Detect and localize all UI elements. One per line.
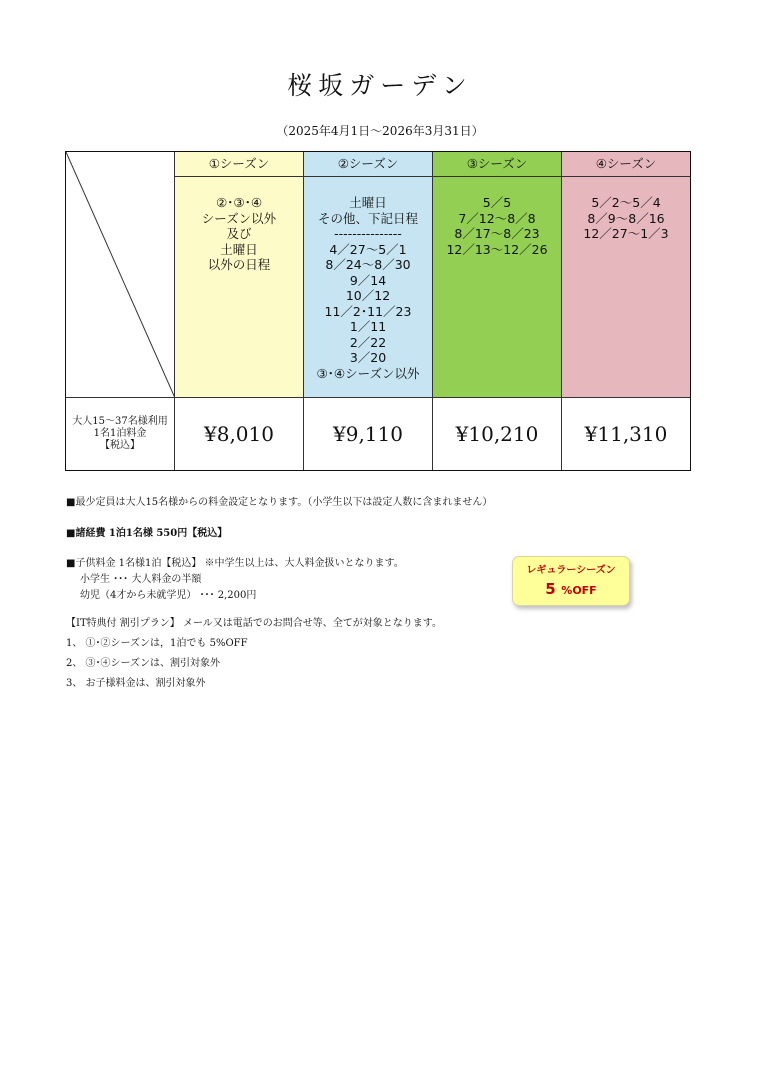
badge-discount — [513, 579, 629, 598]
note-child-fee: ■子供料金 1名様1泊【税込】 ※中学生以上は、大人料金扱いとなります。 — [66, 558, 404, 569]
price-label-line: 大人15～37名様利用 — [72, 416, 168, 427]
date-line: 土曜日 — [220, 241, 258, 257]
diagonal-line — [66, 152, 175, 398]
corner-diagonal-cell — [66, 152, 175, 398]
dates-season-1 — [175, 177, 304, 398]
date-line: 8／24～8／30 — [325, 257, 411, 272]
badge-title: レギュラーシーズン — [526, 565, 616, 576]
date-line: 及び — [226, 226, 252, 241]
date-line: シーズン以外 — [201, 210, 277, 226]
date-line: 3／20 — [349, 350, 387, 365]
page-title: 桜坂ガーデン — [287, 71, 473, 100]
price-label-line: 【税込】 — [100, 440, 140, 451]
period-text: （2025年4月1日～2026年3月31日） — [276, 124, 484, 138]
date-line: 1／11 — [349, 319, 387, 334]
date-divider: --------------- — [334, 226, 402, 241]
date-line: その他、下記日程 — [317, 210, 418, 226]
discount-badge — [512, 556, 630, 606]
note-it-item-1: 1、 ①･②シーズンは，1泊でも 5%OFF — [66, 638, 248, 649]
note-it-item-3: 3、 お子様料金は、割引対象外 — [66, 678, 206, 689]
date-line: ②･③･④ — [215, 195, 263, 210]
dates-season-2 — [304, 177, 433, 398]
note-child-infant: 幼児（4才から未就学児） ･･･ 2,200円 — [80, 590, 257, 601]
header-season-1: ①シーズン — [175, 152, 304, 177]
badge-unit: %OFF — [561, 584, 597, 597]
date-line: 12／13～12／26 — [446, 241, 548, 257]
date-line: 2／22 — [349, 334, 387, 350]
price-season-1: ¥8,010 — [175, 398, 304, 470]
price-season-4: ¥11,310 — [584, 422, 668, 446]
price-season-2: ¥9,110 — [304, 398, 433, 470]
note-it-plan: 【IT特典付 割引プラン】 メール又は電話でのお問合せ等、全てが対象となります。 — [66, 618, 442, 629]
date-line: 12／27～1／3 — [583, 226, 669, 241]
price-row-label — [66, 398, 175, 470]
date-line: 11／2･11／23 — [324, 303, 412, 319]
note-expenses: ■諸経費 1泊1名様 550円【税込】 — [66, 528, 228, 539]
dates-season-4 — [562, 177, 690, 398]
note-child-elementary: 小学生 ･･･ 大人料金の半額 — [80, 574, 202, 585]
date-line: 9／14 — [349, 272, 387, 288]
header-season-2: ②シーズン — [304, 152, 433, 177]
date-line: 7／12～8／8 — [458, 210, 536, 226]
date-line: 5／2～5／4 — [591, 195, 661, 210]
date-line: ③･④シーズン以外 — [316, 365, 420, 381]
price-label-line: 1名1泊料金 — [93, 428, 147, 439]
badge-number: 5 — [545, 580, 556, 598]
note-min-guests: ■最少定員は大人15名様からの料金設定となります。（小学生以下は設定人数に含まれません） — [66, 497, 493, 508]
note-it-item-2: 2、 ③･④シーズンは、割引対象外 — [66, 658, 221, 669]
header-season-4: ④シーズン — [562, 152, 690, 177]
date-line: 4／27～5／1 — [329, 241, 407, 257]
date-line: 土曜日 — [349, 195, 387, 210]
price-season-3: ¥10,210 — [433, 398, 562, 470]
date-line: 5／5 — [482, 195, 512, 210]
rate-table — [65, 151, 691, 471]
dates-season-3 — [433, 177, 562, 398]
date-line: 8／17～8／23 — [454, 226, 540, 241]
date-line: 以外の日程 — [207, 257, 271, 272]
date-line: 10／12 — [345, 288, 391, 303]
header-season-3: ③シーズン — [433, 152, 562, 177]
date-line: 8／9～8／16 — [587, 210, 665, 226]
